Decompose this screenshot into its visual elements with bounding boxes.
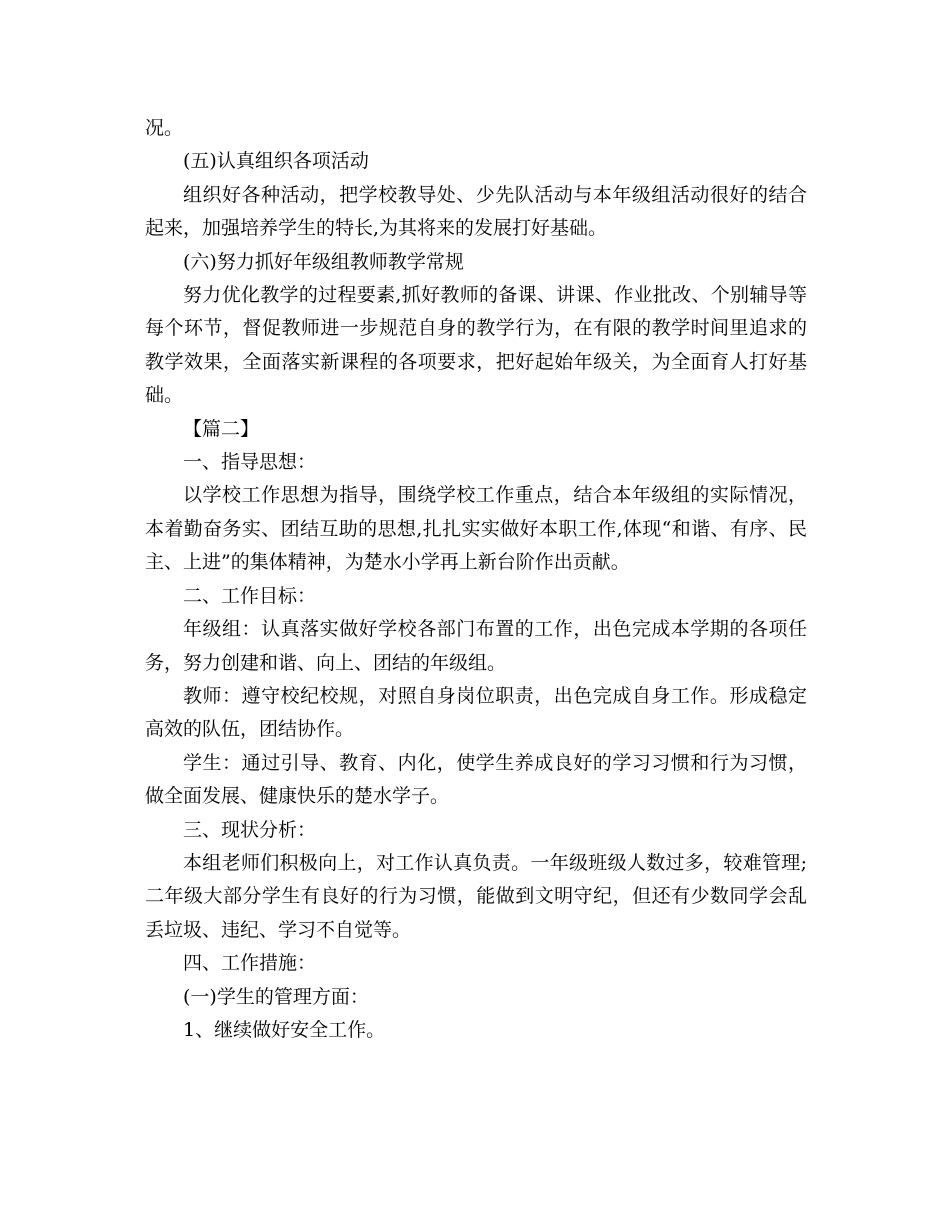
- heading-teaching-routine: (六)努力抓好年级组教师教学常规: [183, 250, 464, 273]
- item-safety-work: 1、继续做好安全工作。: [183, 1018, 386, 1041]
- paragraph-guiding-ideology: 以学校工作思想为指导，围绕学校工作重点，结合本年级组的实际情况，本着勤奋务实、团结互助的思想,扎扎实实做好本职工作,体现“和谐、有序、民主、上进”的集体精神，为楚水小学再上新台阶作出贡献。: [145, 484, 807, 574]
- heading-student-management: (一)学生的管理方面：: [183, 985, 369, 1008]
- paragraph-teaching-routine: 努力优化教学的过程要素,抓好教师的备课、讲课、作业批改、个别辅导等每个环节，督促教师进一步规范自身的教学行为，在有限的教学时间里追求的教学效果，全面落实新课程的各项要求，把好起始年级关，为全面育人打好基础。: [145, 284, 807, 407]
- heading-organize-activities: (五)认真组织各项活动: [183, 150, 369, 173]
- paragraph-goals-teachers: 教师：遵守校纪校规，对照自身岗位职责，出色完成自身工作。形成稳定高效的队伍，团结协作。: [145, 684, 807, 741]
- document-body: [145, 112, 807, 1047]
- paragraph-current-analysis: 本组老师们积极向上，对工作认真负责。一年级班级人数过多，较难管理;二年级大部分学生有良好的行为习惯，能做到文明守纪，但还有少数同学会乱丢垃圾、违纪、学习不自觉等。: [145, 851, 807, 941]
- paragraph-goals-grade-group: 年级组：认真落实做好学校各部门布置的工作，出色完成本学期的各项任务，努力创建和谐、向上、团结的年级组。: [145, 618, 807, 674]
- paragraph-continuation: 况。: [145, 117, 184, 139]
- heading-guiding-ideology: 一、指导思想：: [183, 451, 317, 474]
- heading-work-measures: 四、工作措施：: [183, 952, 317, 975]
- paragraph-activities: 组织好各种活动，把学校教导处、少先队活动与本年级组活动很好的结合起来，加强培养学生的特长,为其将来的发展打好基础。: [145, 183, 807, 240]
- heading-current-analysis: 三、现状分析：: [183, 818, 317, 841]
- paragraph-goals-students: 学生：通过引导、教育、内化，使学生养成良好的学习习惯和行为习惯，做全面发展、健康快乐的楚水学子。: [145, 751, 807, 808]
- heading-work-goals: 二、工作目标：: [183, 584, 317, 607]
- section-title-part-two: 【篇二】: [183, 417, 260, 440]
